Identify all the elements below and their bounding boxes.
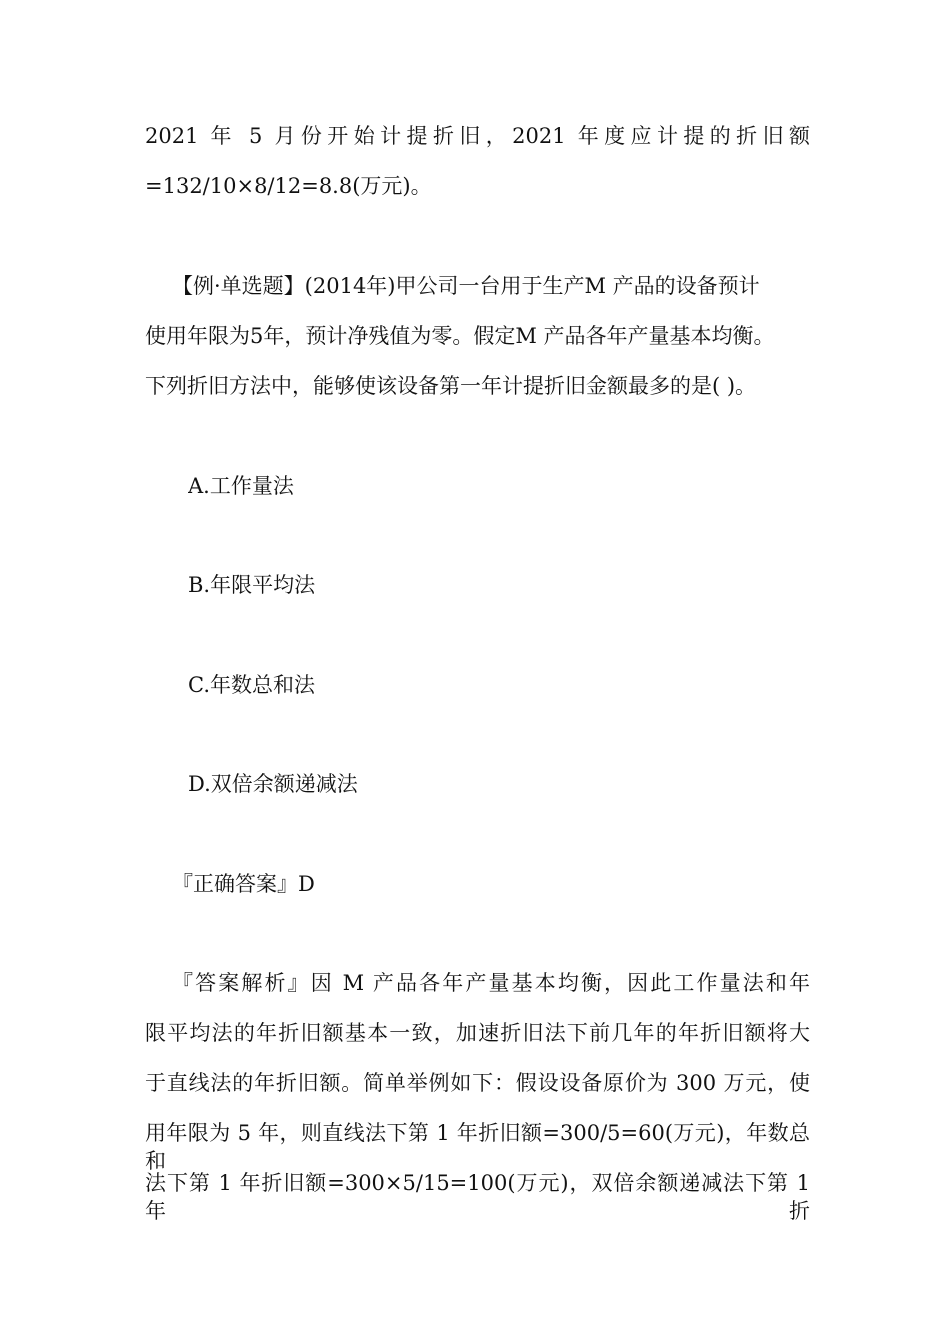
correct-answer: 『正确答案』D (172, 872, 315, 896)
analysis-line: 『答案解析』因 M 产品各年产量基本均衡，因此工作量法和年 (172, 971, 810, 995)
question-line: 下列折旧方法中，能够使该设备第一年计提折旧金额最多的是( )。 (145, 374, 757, 398)
question-line: 使用年限为5年，预计净残值为零。假定M 产品各年产量基本均衡。 (145, 324, 775, 348)
option-a: A.工作量法 (188, 474, 294, 498)
option-d: D.双倍余额递减法 (188, 772, 358, 796)
paragraph-line: 2021 年 5 月份开始计提折旧，2021 年度应计提的折旧额 (145, 124, 810, 148)
option-b: B.年限平均法 (188, 573, 316, 597)
analysis-line: 用年限为 5 年，则直线法下第 1 年折旧额=300/5=60(万元)，年数总和 (145, 1121, 810, 1173)
question-line: 【例·单选题】(2014年)甲公司一台用于生产M 产品的设备预计 (172, 274, 760, 298)
option-c: C.年数总和法 (188, 673, 315, 697)
analysis-line: 于直线法的年折旧额。简单举例如下：假设设备原价为 300 万元，使 (145, 1071, 810, 1095)
analysis-line: 限平均法的年折旧额基本一致，加速折旧法下前几年的年折旧额将大 (145, 1021, 810, 1045)
paragraph-line: =132/10×8/12=8.8(万元)。 (145, 174, 432, 198)
analysis-line: 法下第 1 年折旧额=300×5/15=100(万元)，双倍余额递减法下第 1 年折 (145, 1171, 810, 1223)
